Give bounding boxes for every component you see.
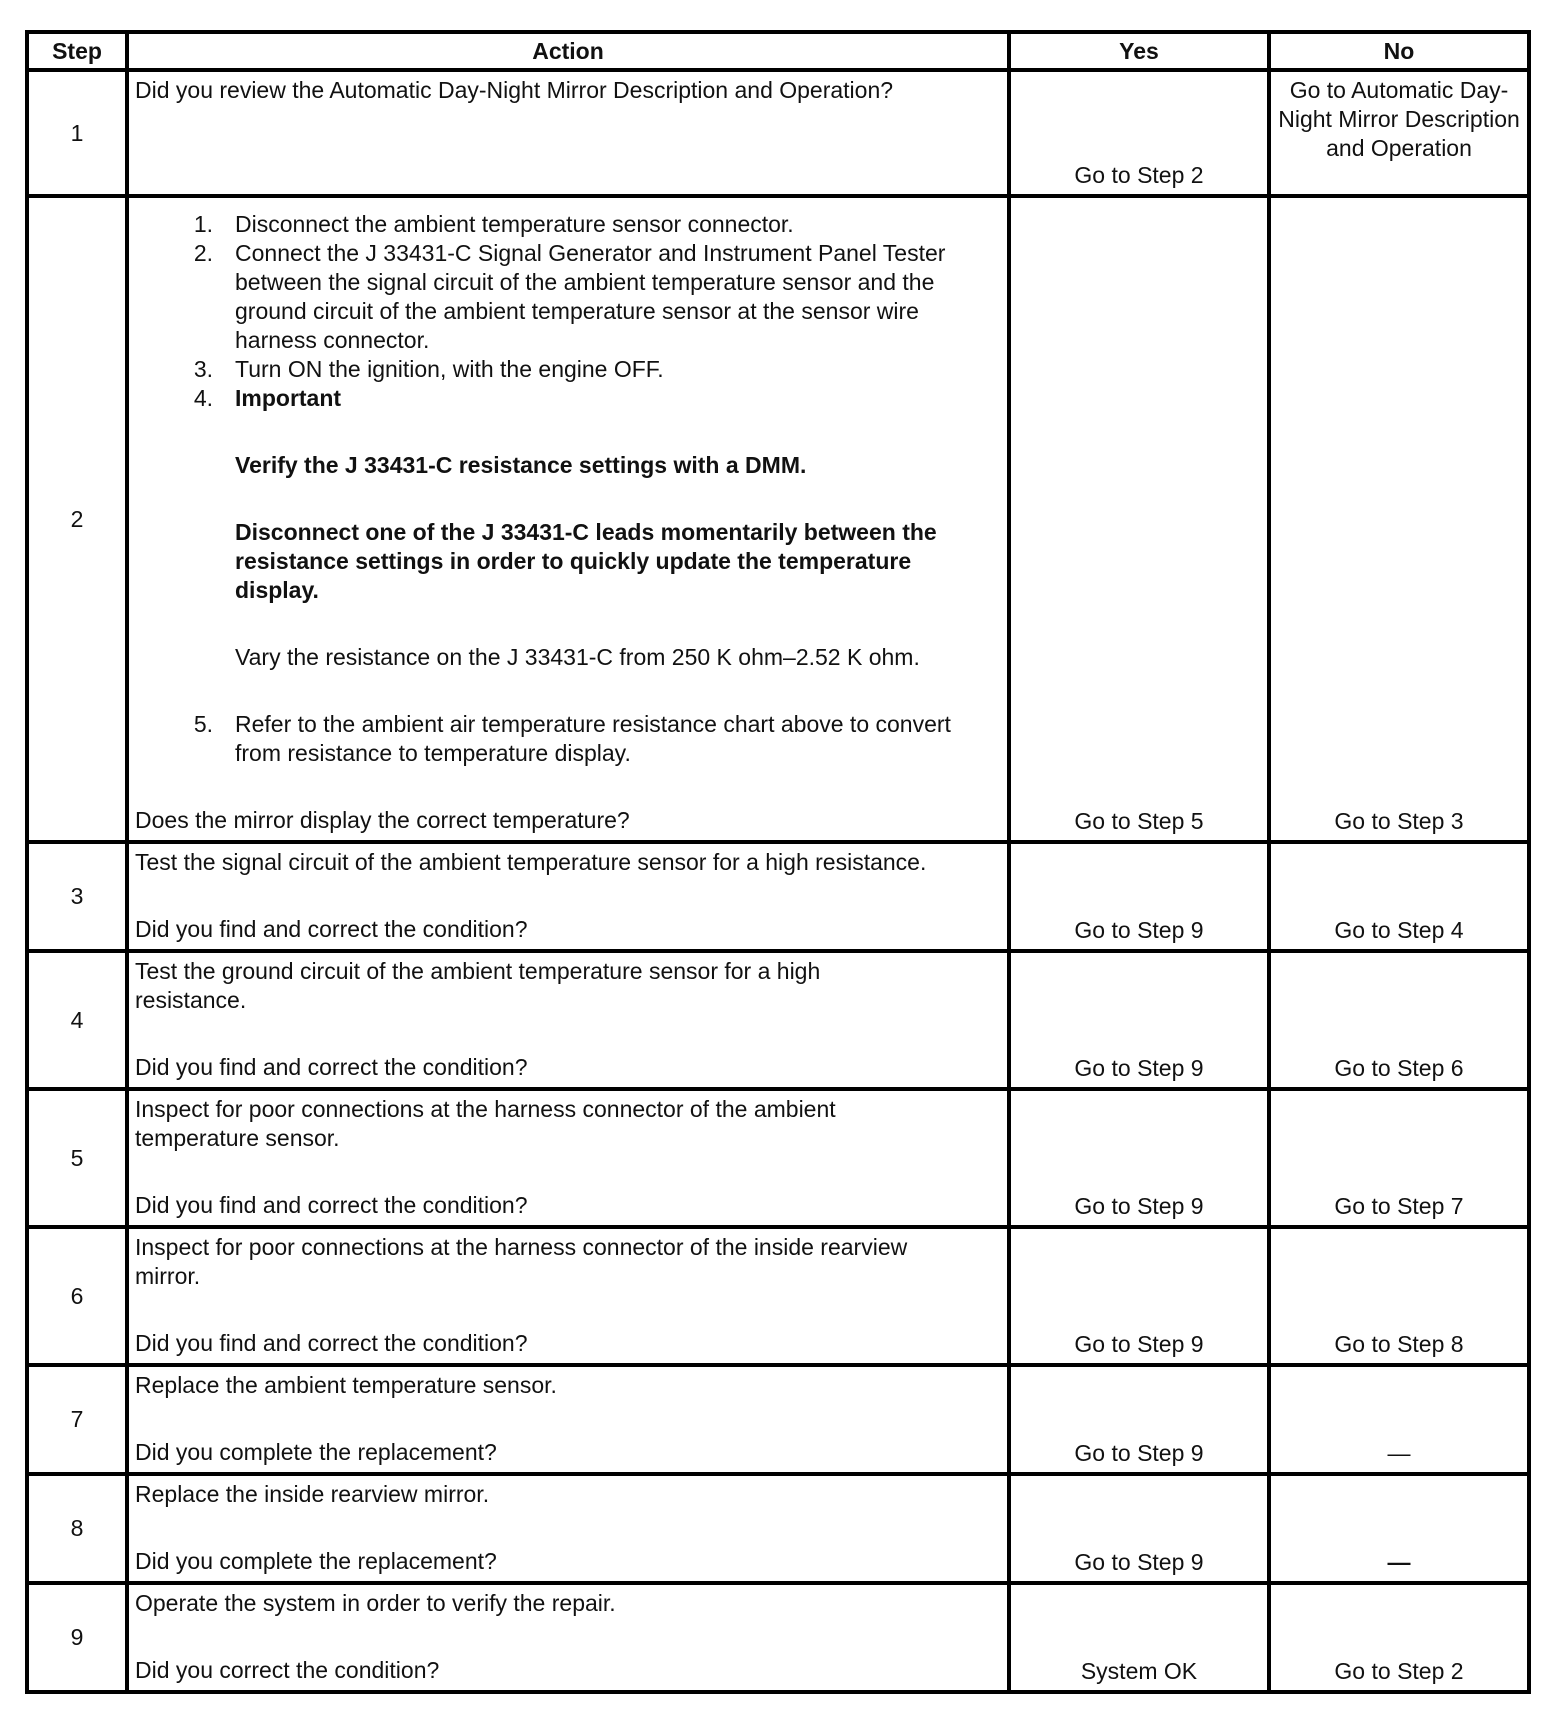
diagnostic-table [25,30,1531,1694]
action-question: Did you correct the condition? [135,1657,440,1683]
table-row [27,1365,1529,1474]
step-number: 5 [27,1089,127,1227]
procedure-list [135,210,1001,413]
action-text: Test the ground circuit of the ambient temperature sensor for a high resistance. [135,958,821,1013]
procedure-list [135,710,1001,768]
action-cell [127,1365,1009,1474]
action-cell [127,1583,1009,1692]
action-question: Did you complete the replacement? [135,1548,497,1574]
important-notes [135,451,1001,672]
list-item: 3. Turn ON the ignition, with the engine OFF. [193,356,664,382]
list-item: 1. Disconnect the ambient temperature sensor connector. [193,211,794,237]
yes-result: Go to Step 2 [1009,70,1269,196]
yes-result: Go to Step 9 [1009,1089,1269,1227]
list-item: 2. Connect the J 33431-C Signal Generator and Instrument Panel Tester between the signal circuit of the ambient temperature sensor and the ground circuit of the ambient temperature sensor at the sensor wire harness connector. [193,240,946,353]
no-result: Go to Step 7 [1269,1089,1529,1227]
yes-result: Go to Step 9 [1009,951,1269,1089]
step-number: 6 [27,1227,127,1365]
yes-result: Go to Step 9 [1009,842,1269,951]
no-result: Go to Step 3 [1269,196,1529,842]
step-number: 1 [27,70,127,196]
yes-result: Go to Step 9 [1009,1227,1269,1365]
action-cell [127,1089,1009,1227]
action-cell [127,951,1009,1089]
action-text: Operate the system in order to verify the repair. [135,1590,616,1616]
no-result: Go to Step 6 [1269,951,1529,1089]
table-row [27,951,1529,1089]
action-question: Did you complete the replacement? [135,1439,497,1465]
header-step: Step [27,32,127,70]
action-question: Did you find and correct the condition? [135,1192,528,1218]
action-cell [127,70,1009,196]
action-text: Test the signal circuit of the ambient temperature sensor for a high resistance. [135,849,927,875]
no-result: Go to Step 4 [1269,842,1529,951]
no-result: — [1269,1474,1529,1583]
table-row [27,1583,1529,1692]
header-yes: Yes [1009,32,1269,70]
action-text: Inspect for poor connections at the harness connector of the inside rearview mirror. [135,1234,908,1289]
header-no: No [1269,32,1529,70]
action-cell [127,196,1009,842]
list-item: 5. Refer to the ambient air temperature resistance chart above to convert from resistance to temperature display. [193,711,951,766]
table-row [27,842,1529,951]
action-text: Replace the inside rearview mirror. [135,1481,490,1507]
action-cell [127,842,1009,951]
important-note: Verify the J 33431-C resistance settings with a DMM. [235,452,807,478]
yes-result: Go to Step 5 [1009,196,1269,842]
action-question: Did you find and correct the condition? [135,916,528,942]
important-label: Important [235,385,342,411]
important-note: Disconnect one of the J 33431-C leads momentarily between the resistance settings in order to quickly update the temperature display. [235,519,937,603]
step-number: 3 [27,842,127,951]
table-row [27,70,1529,196]
header-action: Action [127,32,1009,70]
action-text: Inspect for poor connections at the harness connector of the ambient temperature sensor. [135,1096,836,1151]
yes-result: Go to Step 9 [1009,1474,1269,1583]
yes-result: Go to Step 9 [1009,1365,1269,1474]
action-cell [127,1227,1009,1365]
step-number: 2 [27,196,127,842]
table-row [27,196,1529,842]
diagnostic-table-container [25,30,1531,1694]
table-row [27,1474,1529,1583]
no-result: Go to Step 2 [1269,1583,1529,1692]
action-text: Did you review the Automatic Day-Night Mirror Description and Operation? [135,77,894,103]
action-question: Does the mirror display the correct temperature? [135,807,630,833]
step-number: 7 [27,1365,127,1474]
action-question: Did you find and correct the condition? [135,1054,528,1080]
resistance-note: Vary the resistance on the J 33431-C from 250 K ohm–2.52 K ohm. [235,644,920,670]
no-result: — [1269,1365,1529,1474]
no-result: Go to Automatic Day-Night Mirror Description and Operation [1269,70,1529,196]
action-text: Replace the ambient temperature sensor. [135,1372,557,1398]
step-number: 9 [27,1583,127,1692]
no-result: Go to Step 8 [1269,1227,1529,1365]
action-question: Did you find and correct the condition? [135,1330,528,1356]
step-number: 4 [27,951,127,1089]
yes-result: System OK [1009,1583,1269,1692]
table-row [27,1089,1529,1227]
list-item: 4. Important [135,384,1001,413]
header-row [27,32,1529,70]
step-number: 8 [27,1474,127,1583]
action-cell [127,1474,1009,1583]
table-row [27,1227,1529,1365]
